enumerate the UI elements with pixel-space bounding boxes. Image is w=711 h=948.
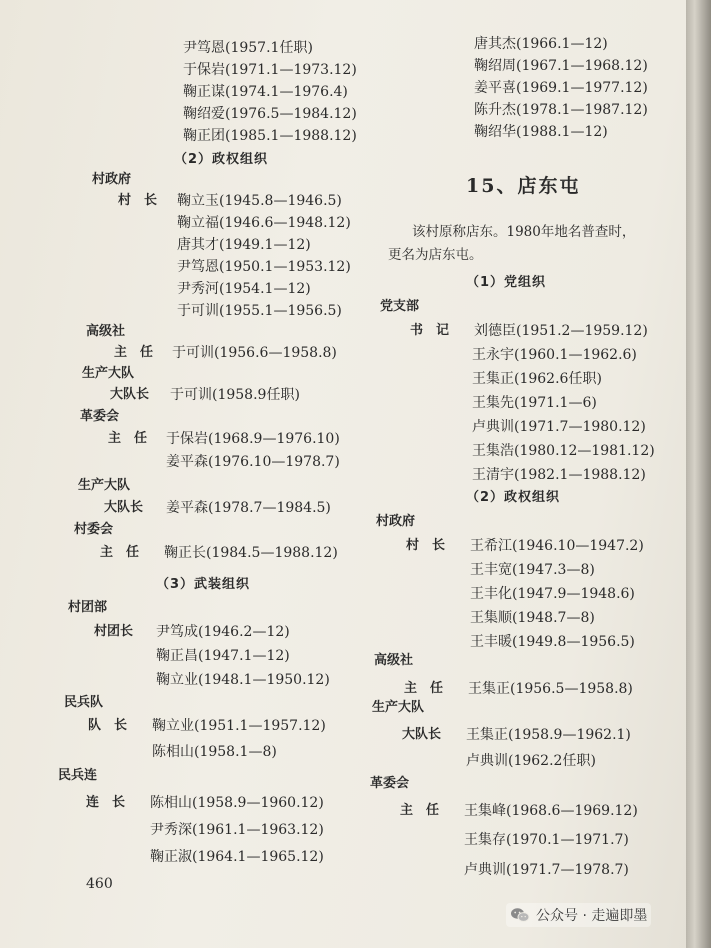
org-name: 民兵连 xyxy=(58,768,98,783)
role-label: 书 记 xyxy=(410,323,450,338)
person-entry: 王丰化(1947.9—1948.6) xyxy=(470,586,635,602)
org-name: 村政府 xyxy=(376,514,416,529)
org-name: 生产大队 xyxy=(78,478,131,493)
org-name: 生产大队 xyxy=(372,700,425,715)
role-label: 大队长 xyxy=(104,500,144,515)
org-name: 高级社 xyxy=(374,653,414,668)
person-entry: 姜平森(1976.10—1978.7) xyxy=(166,454,340,470)
role-label: 连 长 xyxy=(86,795,126,810)
org-name: 村委会 xyxy=(74,522,114,537)
role-label: 主 任 xyxy=(108,431,148,446)
org-name: 村政府 xyxy=(92,172,132,187)
person-entry: 尹笃恩(1950.1—1953.12) xyxy=(177,259,351,275)
person-entry: 尹秀河(1954.1—12) xyxy=(177,281,311,297)
wechat-icon xyxy=(510,907,530,923)
person-entry: 姜平喜(1969.1—1977.12) xyxy=(474,80,648,96)
person-entry: 王集峰(1968.6—1969.12) xyxy=(464,803,638,819)
org-name: 生产大队 xyxy=(82,366,135,381)
role-label: 主 任 xyxy=(100,545,140,560)
person-entry: 鞠立业(1948.1—1950.12) xyxy=(156,672,330,688)
person-entry: 陈升杰(1978.1—1987.12) xyxy=(474,102,648,118)
role-label: 村 长 xyxy=(406,538,446,553)
person-entry: 于保岩(1968.9—1976.10) xyxy=(166,431,340,447)
role-label: 大队长 xyxy=(402,727,442,742)
page-edge xyxy=(686,0,711,948)
page-number: 460 xyxy=(86,876,113,892)
person-entry: 王集正(1956.5—1958.8) xyxy=(468,681,633,697)
person-entry: 鞠绍华(1988.1—12) xyxy=(474,124,608,140)
person-entry: 尹秀深(1961.1—1963.12) xyxy=(150,822,324,838)
left-entry: 尹笃恩(1957.1任职) xyxy=(183,40,313,56)
person-entry: 王集浩(1980.12—1981.12) xyxy=(472,443,655,459)
person-entry: 王集顺(1948.7—8) xyxy=(470,610,595,626)
role-label: 队 长 xyxy=(88,718,128,733)
person-entry: 王集存(1970.1—1971.7) xyxy=(464,832,629,848)
person-entry: 鞠绍周(1967.1—1968.12) xyxy=(474,58,648,74)
role-label: 主 任 xyxy=(404,681,444,696)
person-entry: 王希江(1946.10—1947.2) xyxy=(470,538,644,554)
section-title: 15、店东屯 xyxy=(466,175,581,197)
person-entry: 于可训(1956.6—1958.8) xyxy=(172,345,337,361)
role-label: 大队长 xyxy=(110,387,150,402)
person-entry: 王清宇(1982.1—1988.12) xyxy=(472,467,646,483)
role-label: 主 任 xyxy=(114,345,154,360)
role-label: 主 任 xyxy=(400,803,440,818)
org-name: 革委会 xyxy=(370,776,410,791)
person-entry: 卢典训(1971.7—1978.7) xyxy=(464,862,629,878)
sub-heading: （2）政权组织 xyxy=(174,152,269,167)
person-entry: 王丰暖(1949.8—1956.5) xyxy=(470,634,635,650)
person-entry: 王集正(1962.6任职) xyxy=(472,371,602,387)
person-entry: 卢典训(1962.2任职) xyxy=(466,753,596,769)
person-entry: 鞠立业(1951.1—1957.12) xyxy=(152,718,326,734)
intro-text: 更名为店东屯。 xyxy=(388,247,483,263)
person-entry: 刘德臣(1951.2—1959.12) xyxy=(474,323,648,339)
person-entry: 于可训(1955.1—1956.5) xyxy=(177,303,342,319)
sub-heading: （1）党组织 xyxy=(466,275,547,290)
person-entry: 鞠正淑(1964.1—1965.12) xyxy=(150,849,324,865)
org-name: 党支部 xyxy=(380,299,420,314)
person-entry: 唐其才(1949.1—12) xyxy=(177,237,311,253)
person-entry: 姜平森(1978.7—1984.5) xyxy=(166,500,331,516)
org-name: 民兵队 xyxy=(64,695,104,710)
person-entry: 王集先(1971.1—6) xyxy=(472,395,597,411)
left-entry: 鞠正谋(1974.1—1976.4) xyxy=(183,84,348,100)
sub-heading: （3）武装组织 xyxy=(156,577,251,592)
person-entry: 卢典训(1971.7—1980.12) xyxy=(472,419,646,435)
org-name: 革委会 xyxy=(80,409,120,424)
left-entry: 于保岩(1971.1—1973.12) xyxy=(183,62,357,78)
person-entry: 鞠正长(1984.5—1988.12) xyxy=(164,545,338,561)
watermark xyxy=(506,903,651,927)
person-entry: 唐其杰(1966.1—12) xyxy=(474,36,608,52)
left-entry: 鞠正团(1985.1—1988.12) xyxy=(183,128,357,144)
person-entry: 陈相山(1958.1—8) xyxy=(152,744,277,760)
person-entry: 鞠正昌(1947.1—12) xyxy=(156,648,290,664)
person-entry: 鞠立玉(1945.8—1946.5) xyxy=(177,193,342,209)
intro-text: 该村原称店东。1980年地名普查时， xyxy=(412,224,636,240)
person-entry: 王集正(1958.9—1962.1) xyxy=(466,727,631,743)
sub-heading: （2）政权组织 xyxy=(466,490,561,505)
person-entry: 王永宇(1960.1—1962.6) xyxy=(472,347,637,363)
person-entry: 鞠立福(1946.6—1948.12) xyxy=(177,215,351,231)
org-name: 高级社 xyxy=(86,324,126,339)
person-entry: 王丰宽(1947.3—8) xyxy=(470,562,595,578)
role-label: 村团长 xyxy=(94,624,134,639)
left-entry: 鞠绍爱(1976.5—1984.12) xyxy=(183,106,357,122)
org-name: 村团部 xyxy=(68,600,108,615)
person-entry: 尹笃成(1946.2—12) xyxy=(156,624,290,640)
person-entry: 于可训(1958.9任职) xyxy=(170,387,300,403)
person-entry: 陈相山(1958.9—1960.12) xyxy=(150,795,324,811)
watermark-text: 公众号 · 走遍即墨 xyxy=(536,908,648,924)
role-label: 村 长 xyxy=(118,193,158,208)
